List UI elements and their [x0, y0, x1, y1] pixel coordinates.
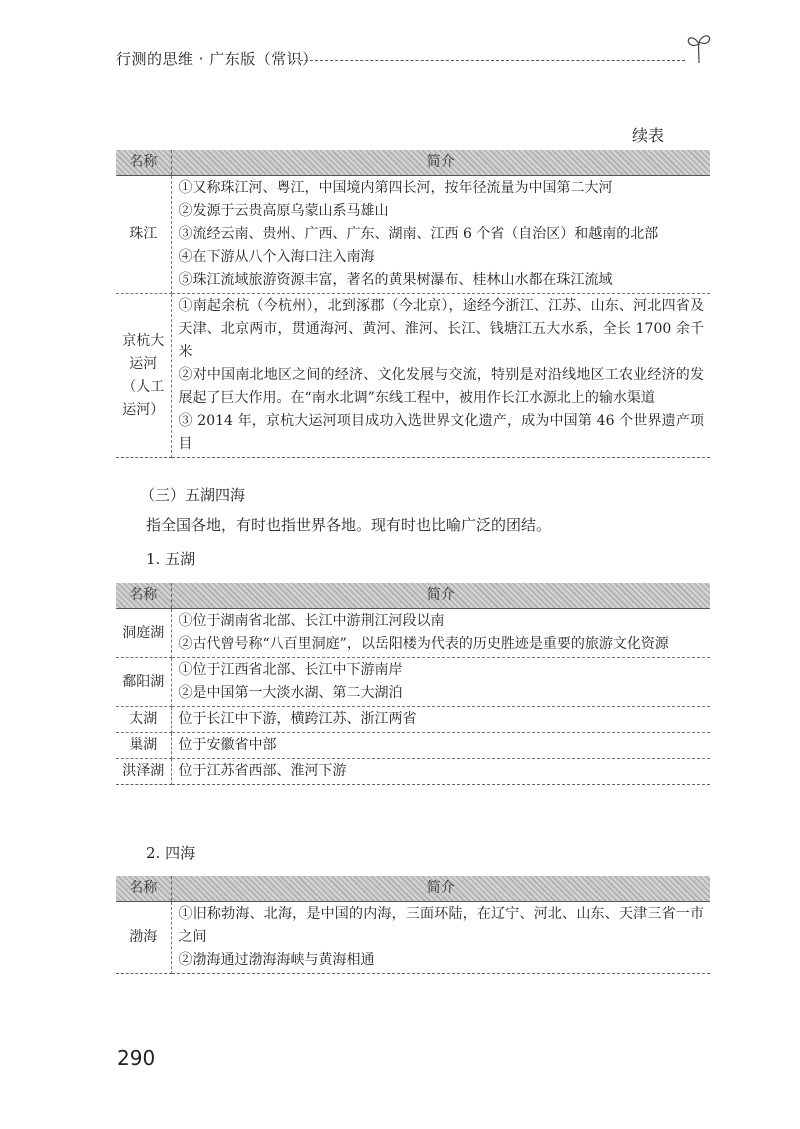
row-name: 珠江 [116, 176, 171, 294]
header-rule [300, 60, 685, 61]
column-header-desc: 简介 [171, 150, 710, 176]
row-description [171, 707, 710, 733]
column-header-name: 名称 [116, 583, 171, 609]
row-description [171, 294, 710, 458]
table-row [116, 609, 710, 658]
header-title: 行测的思维 · 广东版（常识） [116, 50, 318, 68]
table-row [116, 733, 710, 759]
desc-line: 位于长江中下游，横跨江苏、浙江两省 [178, 711, 417, 727]
desc-line: ②渤海通过渤海海峡与黄海相通 [178, 952, 375, 968]
rivers-table [116, 150, 710, 458]
section-description: 指全国各地，有时也指世界各地。现有时也比喻广泛的团结。 [146, 516, 552, 534]
desc-line: ⑤珠江流域旅游资源丰富，著名的黄果树瀑布、桂林山水都在珠江流域 [178, 272, 613, 288]
table-header-row [116, 583, 710, 609]
sprout-icon [684, 30, 714, 64]
column-header-name: 名称 [116, 876, 171, 902]
subheading-four-seas: 2. 四海 [146, 844, 196, 862]
row-description [171, 609, 710, 658]
row-name: 洪泽湖 [116, 759, 171, 785]
column-header-name: 名称 [116, 150, 171, 176]
desc-line: ①旧称勃海、北海，是中国的内海，三面环陆，在辽宁、河北、山东、天津三省一市之间 [178, 906, 704, 945]
desc-line: ③流经云南、贵州、广西、广东、湖南、江西 6 个省（自治区）和越南的北部 [178, 226, 659, 242]
table-header-row [116, 150, 710, 176]
desc-line: ②古代曾号称“八百里洞庭”，以岳阳楼为代表的历史胜迹是重要的旅游文化资源 [178, 636, 669, 652]
row-description [171, 759, 710, 785]
row-description [171, 733, 710, 759]
desc-line: ②对中国南北地区之间的经济、文化发展与交流，特别是对沿线地区工农业经济的发展起了巨大作用。在“南水北调”东线工程中，被用作长江水源北上的输水渠道 [178, 367, 704, 406]
desc-line: 位于江苏省西部、淮河下游 [178, 763, 347, 779]
desc-line: ③ 2014 年，京杭大运河项目成功入选世界文化遗产，成为中国第 46 个世界遗产项目 [178, 413, 704, 452]
table-row [116, 902, 710, 974]
desc-line: ④在下游从八个入海口注入南海 [178, 249, 375, 265]
desc-line: ②是中国第一大淡水湖、第二大湖泊 [178, 685, 403, 701]
column-header-desc: 简介 [171, 583, 710, 609]
row-description [171, 658, 710, 707]
table-row [116, 759, 710, 785]
row-name: 渤海 [116, 902, 171, 974]
desc-line: ①又称珠江河、粤江，中国境内第四长河，按年径流量为中国第二大河 [178, 180, 613, 196]
table-row [116, 658, 710, 707]
section-heading-five-lakes-four-seas: （三）五湖四海 [140, 486, 246, 504]
row-description [171, 176, 710, 294]
row-description [171, 902, 710, 974]
desc-line: ①位于湖南省北部、长江中游荆江河段以南 [178, 613, 445, 629]
row-name: 太湖 [116, 707, 171, 733]
table-header-row [116, 876, 710, 902]
seas-table [116, 876, 710, 974]
subheading-five-lakes: 1. 五湖 [146, 550, 196, 568]
column-header-desc: 简介 [171, 876, 710, 902]
desc-line: 位于安徽省中部 [178, 737, 277, 753]
desc-line: ①南起余杭（今杭州），北到涿郡（今北京），途经今浙江、江苏、山东、河北四省及天津、北京两市，贯通海河、黄河、淮河、长江、钱塘江五大水系，全长 1700 余千米 [178, 298, 704, 360]
table-row [116, 707, 710, 733]
row-name: 鄱阳湖 [116, 658, 171, 707]
table-row [116, 176, 710, 294]
row-name: 巢湖 [116, 733, 171, 759]
desc-line: ②发源于云贵高原乌蒙山系马雄山 [178, 203, 389, 219]
table-row [116, 294, 710, 458]
row-name: 洞庭湖 [116, 609, 171, 658]
continued-label: 续表 [632, 126, 665, 145]
row-name: 京杭大运河（人工运河） [116, 294, 171, 458]
page-number: 290 [117, 1046, 156, 1070]
desc-line: ①位于江西省北部、长江中下游南岸 [178, 662, 403, 678]
lakes-table [116, 583, 710, 785]
